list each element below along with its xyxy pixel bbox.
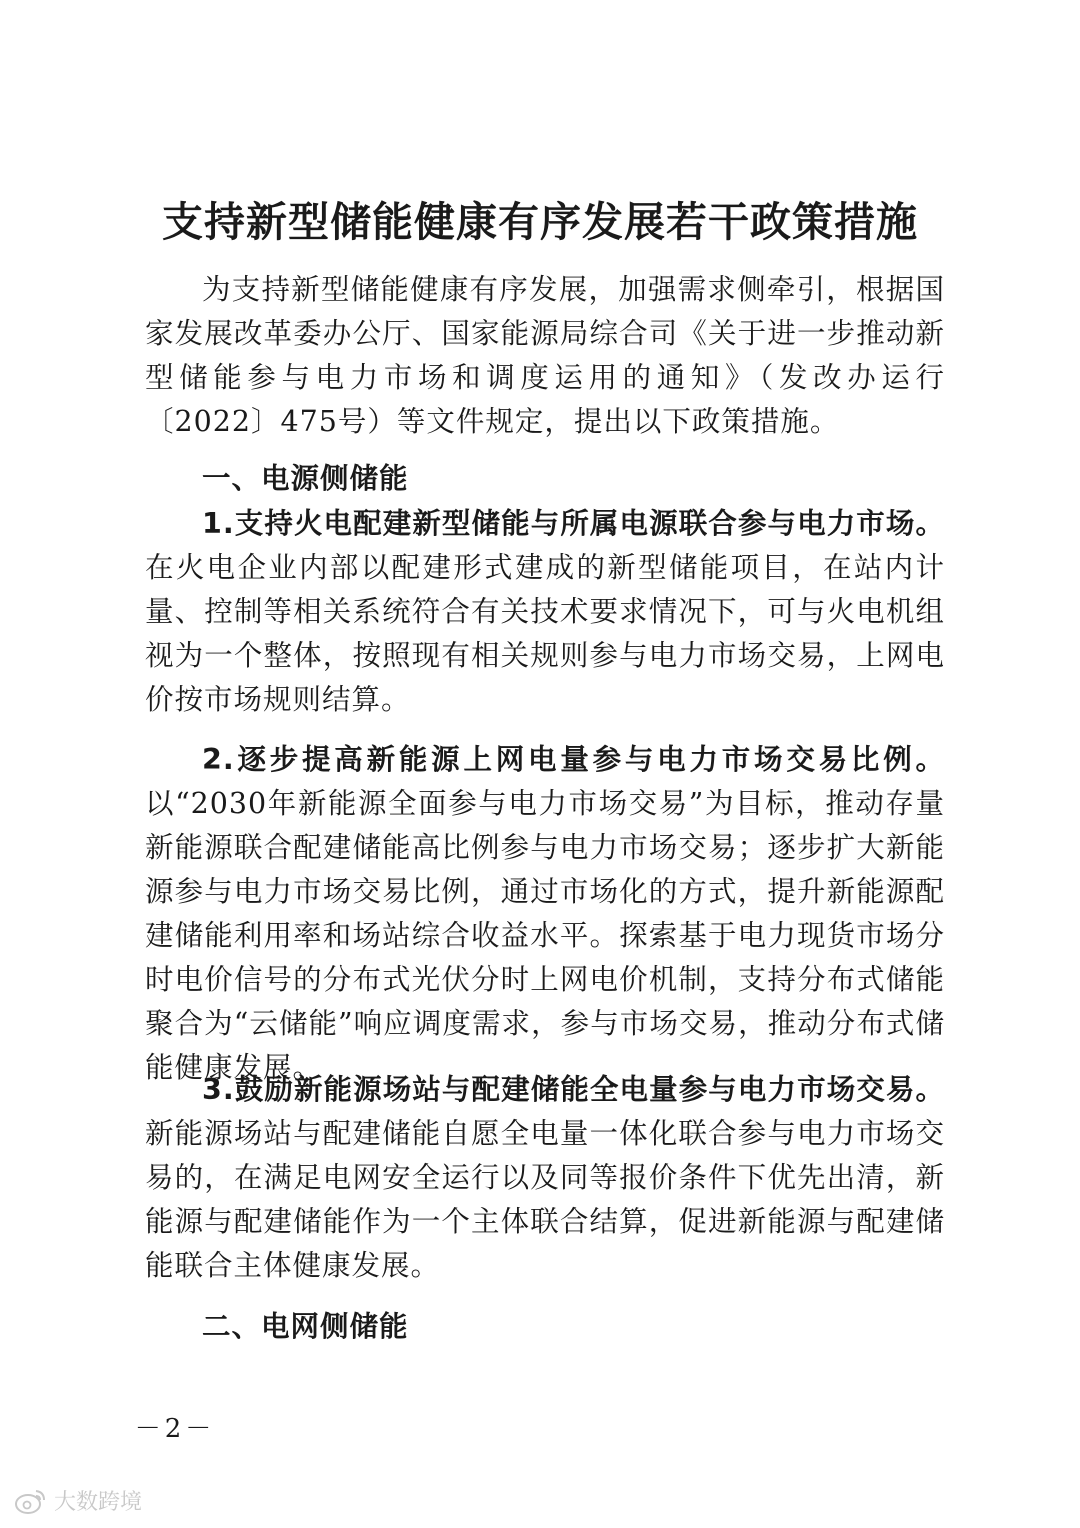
item-1-body: 在火电企业内部以配建形式建成的新型储能项目，在站内计量、控制等相关系统符合有关技术要求情况下，可与火电机组视为一个整体，按照现有相关规则参与电力市场交易，上网电价按市场规则结算。	[145, 551, 945, 716]
item-2-paragraph	[145, 738, 945, 1090]
intro-paragraph: 为支持新型储能健康有序发展，加强需求侧牵引，根据国家发展改革委办公厅、国家能源局综合司《关于进一步推动新型储能参与电力市场和调度运用的通知》（发改办运行〔2022〕475号）等文件规定，提出以下政策措施。	[145, 273, 945, 438]
section-heading-1: 一、电源侧储能	[202, 462, 409, 495]
page-title: 支持新型储能健康有序发展若干政策措施	[162, 198, 918, 247]
item-2-body: 以“2030年新能源全面参与电力市场交易”为目标，推动存量新能源联合配建储能高比例参与电力市场交易；逐步扩大新能源参与电力市场交易比例，通过市场化的方式，提升新能源配建储能利用率和场站综合收益水平。探索基于电力现货市场分时电价信号的分布式光伏分时上网电价机制，支持分布式储能聚合为“云储能”响应调度需求，参与市场交易，推动分布式储能健康发展。	[145, 787, 945, 1084]
item-2-lead: 2.逐步提高新能源上网电量参与电力市场交易比例。	[202, 743, 945, 776]
item-3-body: 新能源场站与配建储能自愿全电量一体化联合参与电力市场交易的，在满足电网安全运行以及同等报价条件下优先出清，新能源与配建储能作为一个主体联合结算，促进新能源与配建储能联合主体健康发展。	[145, 1117, 945, 1282]
watermark	[14, 1485, 142, 1516]
item-1-paragraph	[145, 502, 945, 722]
item-3-paragraph	[145, 1068, 945, 1288]
weibo-logo-icon	[14, 1487, 48, 1515]
item-3-lead: 3.鼓励新能源场站与配建储能全电量参与电力市场交易。	[202, 1073, 945, 1106]
item-1-lead: 1.支持火电配建新型储能与所属电源联合参与电力市场。	[202, 507, 945, 540]
watermark-text: 大数跨境	[54, 1490, 143, 1515]
page-number: －2－	[134, 1414, 216, 1444]
section-heading-2: 二、电网侧储能	[202, 1310, 409, 1343]
